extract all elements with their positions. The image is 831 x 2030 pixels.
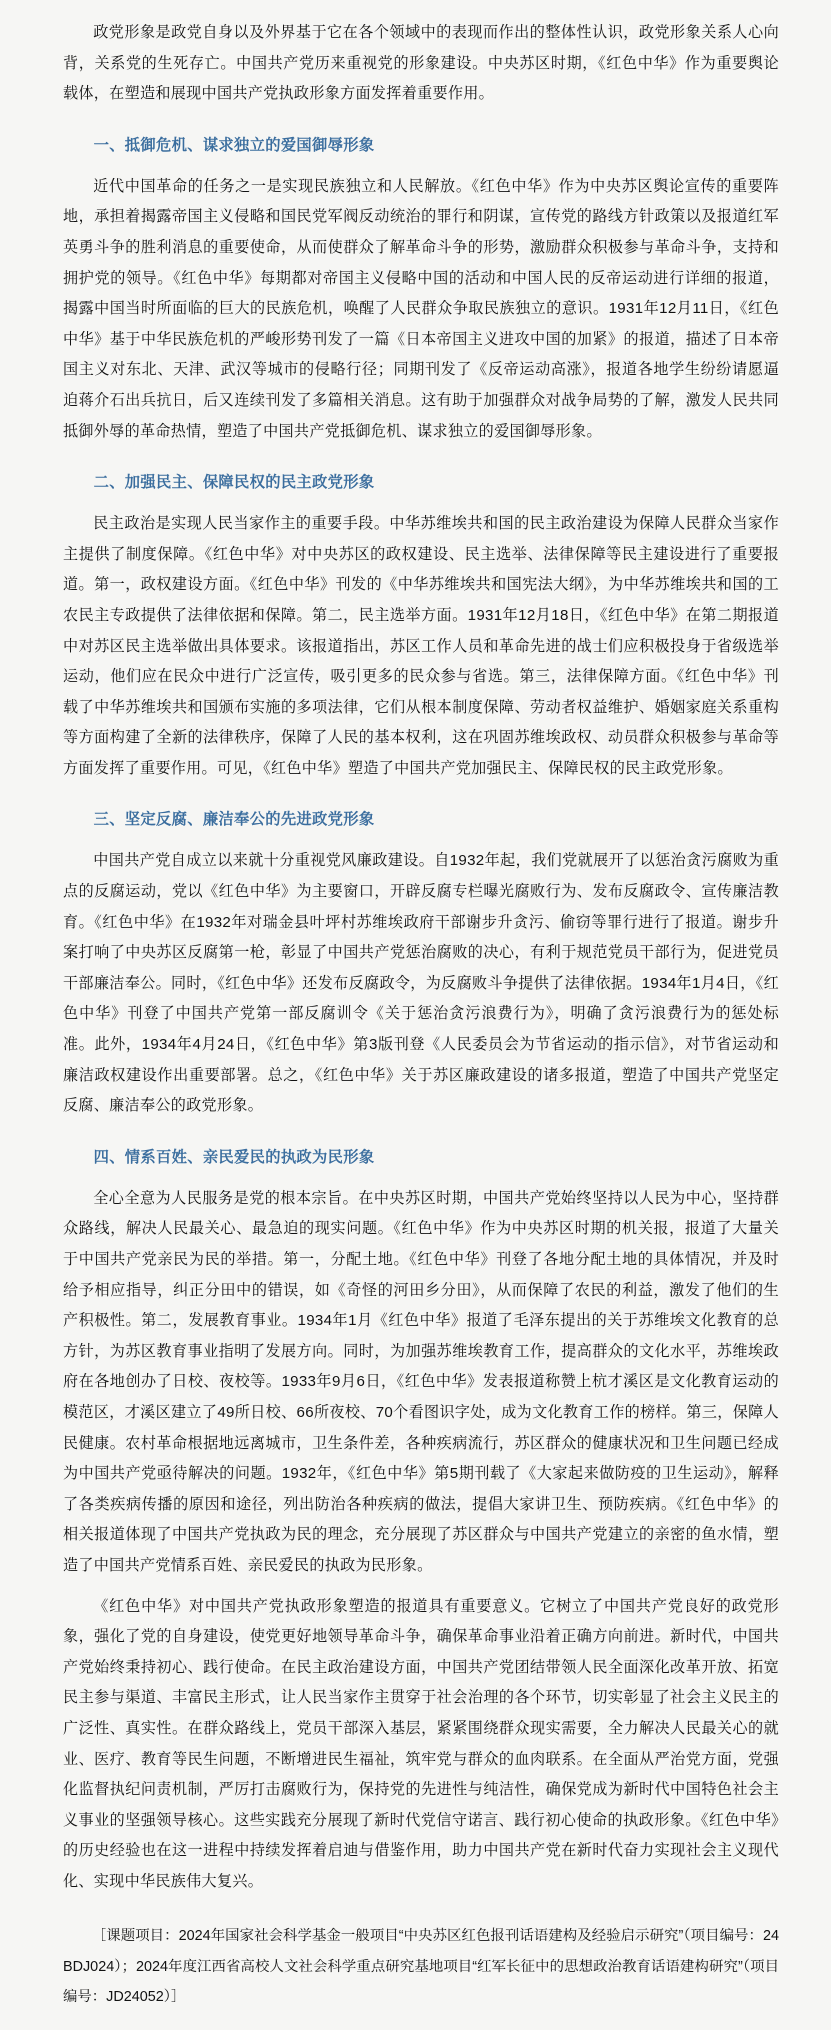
section-2-paragraph-1: 民主政治是实现人民当家作主的重要手段。中华苏维埃共和国的民主政治建设为保障人民群众当家作主提供了制度保障。《红色中华》对中央苏区的政权建设、民主选举、法律保障等民主建设进行了重要报道。第一，政权建设方面。《红色中华》刊发的《中华苏维埃共和国宪法大纲》，为中华苏维埃共和国的工农民主专政提供了法律依据和保障。第二，民主选举方面。1931年12月18日，《红色中华》在第二期报道中对苏区民主选举做出具体要求。该报道指出，苏区工作人员和革命先进的战士们应积极投身于省级选举运动，他们应在民众中进行广泛宣传，吸引更多的民众参与省选。第三，法律保障方面。《红色中华》刊载了中华苏维埃共和国颁布实施的多项法律，它们从根本制度保障、劳动者权益维护、婚姻家庭关系重构等方面构建了全新的法律秩序，保障了人民的基本权利，这在巩固苏维埃政权、动员群众积极参与革命等方面发挥了重要作用。可见，《红色中华》塑造了中国共产党加强民主、保障民权的民主政党形象。 bbox=[63, 515, 779, 777]
section-3-paragraph-1: 中国共产党自成立以来就十分重视党风廉政建设。自1932年起，我们党就展开了以惩治贪污腐败为重点的反腐运动，党以《红色中华》为主要窗口，开辟反腐专栏曝光腐败行为、发布反腐政令、宣传廉洁教育。《红色中华》在1932年对瑞金县叶坪村苏维埃政府干部谢步升贪污、偷窃等罪行进行了报道。谢步升案打响了中央苏区反腐第一枪，彰显了中国共产党惩治腐败的决心，有利于规范党员干部行为，促进党员干部廉洁奉公。同时，《红色中华》还发布反腐政令，为反腐败斗争提供了法律依据。1934年1月4日，《红色中华》刊登了中国共产党第一部反腐训令《关于惩治贪污浪费行为》，明确了贪污浪费行为的惩处标准。此外，1934年4月24日，《红色中华》第3版刊登《人民委员会为节省运动的指示信》，对节省运动和廉洁政权建设作出重要部署。总之，《红色中华》关于苏区廉政建设的诸多报道，塑造了中国共产党坚定反腐、廉洁奉公的政党形象。 bbox=[63, 852, 779, 1115]
section-heading-1: 一、抵御危机、谋求独立的爱国御辱形象 bbox=[93, 136, 375, 154]
section-heading-2: 二、加强民主、保障民权的民主政党形象 bbox=[93, 474, 375, 492]
section-4-paragraph-1: 全心全意为人民服务是党的根本宗旨。在中央苏区时期，中国共产党始终坚持以人民为中心，坚持群众路线，解决人民最关心、最急迫的现实问题。《红色中华》作为中央苏区时期的机关报，报道了大量关于中国共产党亲民为民的举措。第一，分配土地。《红色中华》刊登了各地分配土地的具体情况，并及时给予相应指导，纠正分田中的错误，如《奇怪的河田乡分田》，从而保障了农民的利益，激发了他们的生产积极性。第二，发展教育事业。1934年1月《红色中华》报道了毛泽东提出的关于苏维埃文化教育的总方针，为苏区教育事业指明了发展方向。同时，为加强苏维埃教育工作，提高群众的文化水平，苏维埃政府在各地创办了日校、夜校等。1933年9月6日，《红色中华》发表报道称赞上杭才溪区是文化教育运动的模范区，才溪区建立了49所日校、66所夜校、70个看图识字处，成为文化教育工作的榜样。第三，保障人民健康。农村革命根据地远离城市，卫生条件差，各种疾病流行，苏区群众的健康状况和卫生问题已经成为中国共产党亟待解决的问题。1932年，《红色中华》第5期刊载了《大家起来做防疫的卫生运动》，解释了各类疾病传播的原因和途径，列出防治各种疾病的做法，提倡大家讲卫生、预防疾病。《红色中华》的相关报道体现了中国共产党执政为民的理念，充分展现了苏区群众与中国共产党建立的亲密的鱼水情，塑造了中国共产党情系百姓、亲民爱民的执政为民形象。 bbox=[63, 1189, 779, 1574]
paragraph-spacer bbox=[63, 1582, 779, 1592]
section-heading-4: 四、情系百姓、亲民爱民的执政为民形象 bbox=[93, 1148, 375, 1166]
section-heading-3: 三、坚定反腐、廉洁奉公的先进政党形象 bbox=[93, 811, 375, 829]
article-body bbox=[63, 18, 779, 2012]
conclusion-paragraph: 《红色中华》对中国共产党执政形象塑造的报道具有重要意义。它树立了中国共产党良好的政党形象，强化了党的自身建设，使党更好地领导革命斗争，确保革命事业沿着正确方向前进。新时代，中国共产党始终秉持初心、践行使命。在民主政治建设方面，中国共产党团结带领人民全面深化改革开放、拓宽民主参与渠道、丰富民主形式，让人民当家作主贯穿于社会治理的各个环节，切实彰显了社会主义民主的广泛性、真实性。在群众路线上，党员干部深入基层，紧紧围绕群众现实需要，全力解决人民最关心的就业、医疗、教育等民生问题，不断增进民生福祉，筑牢党与群众的血肉联系。在全面从严治党方面，党强化监督执纪问责机制，严厉打击腐败行为，保持党的先进性与纯洁性，确保党成为新时代中国特色社会主义事业的坚强领导核心。这些实践充分展现了新时代党信守诺言、践行初心使命的执政形象。《红色中华》的历史经验也在这一进程中持续发挥着启迪与借鉴作用，助力中国共产党在新时代奋力实现社会主义现代化、实现中华民族伟大复兴。 bbox=[63, 1597, 779, 1890]
intro-paragraph: 政党形象是政党自身以及外界基于它在各个领域中的表现而作出的整体性认识，政党形象关系人心向背，关系党的生死存亡。中国共产党历来重视党的形象建设。中央苏区时期，《红色中华》作为重要舆论载体，在塑造和展现中国共产党执政形象方面发挥着重要作用。 bbox=[63, 24, 779, 103]
section-1-paragraph-1: 近代中国革命的任务之一是实现民族独立和人民解放。《红色中华》作为中央苏区舆论宣传的重要阵地，承担着揭露帝国主义侵略和国民党军阀反动统治的罪行和阴谋，宣传党的路线方针政策以及报道红军英勇斗争的胜利消息的重要使命，从而使群众了解革命斗争的形势，激励群众积极参与革命斗争，支持和拥护党的领导。《红色中华》每期都对帝国主义侵略中国的活动和中国人民的反帝运动进行详细的报道，揭露中国当时所面临的巨大的民族危机，唤醒了人民群众争取民族独立的意识。1931年12月11日，《红色中华》基于中华民族危机的严峻形势刊发了一篇《日本帝国主义进攻中国的加紧》的报道，描述了日本帝国主义对东北、天津、武汉等城市的侵略行径；同期刊发了《反帝运动高涨》，报道各地学生纷纷请愿逼迫蒋介石出兵抗日，后又连续刊发了多篇相关消息。这有助于加强群众对战争局势的了解，激发人民共同抵御外辱的革命热情，塑造了中国共产党抵御危机、谋求独立的爱国御辱形象。 bbox=[63, 177, 779, 440]
project-funding-footnote: ［课题项目：2024年国家社会科学基金一般项目“中央苏区红色报刊话语建构及经验启示研究”（项目编号：24BDJ024）；2024年度江西省高校人文社会科学重点研究基地项目“红军长征中的思想政治教育话语建构研究”（项目编号：JD24052）］ bbox=[63, 1928, 779, 2005]
